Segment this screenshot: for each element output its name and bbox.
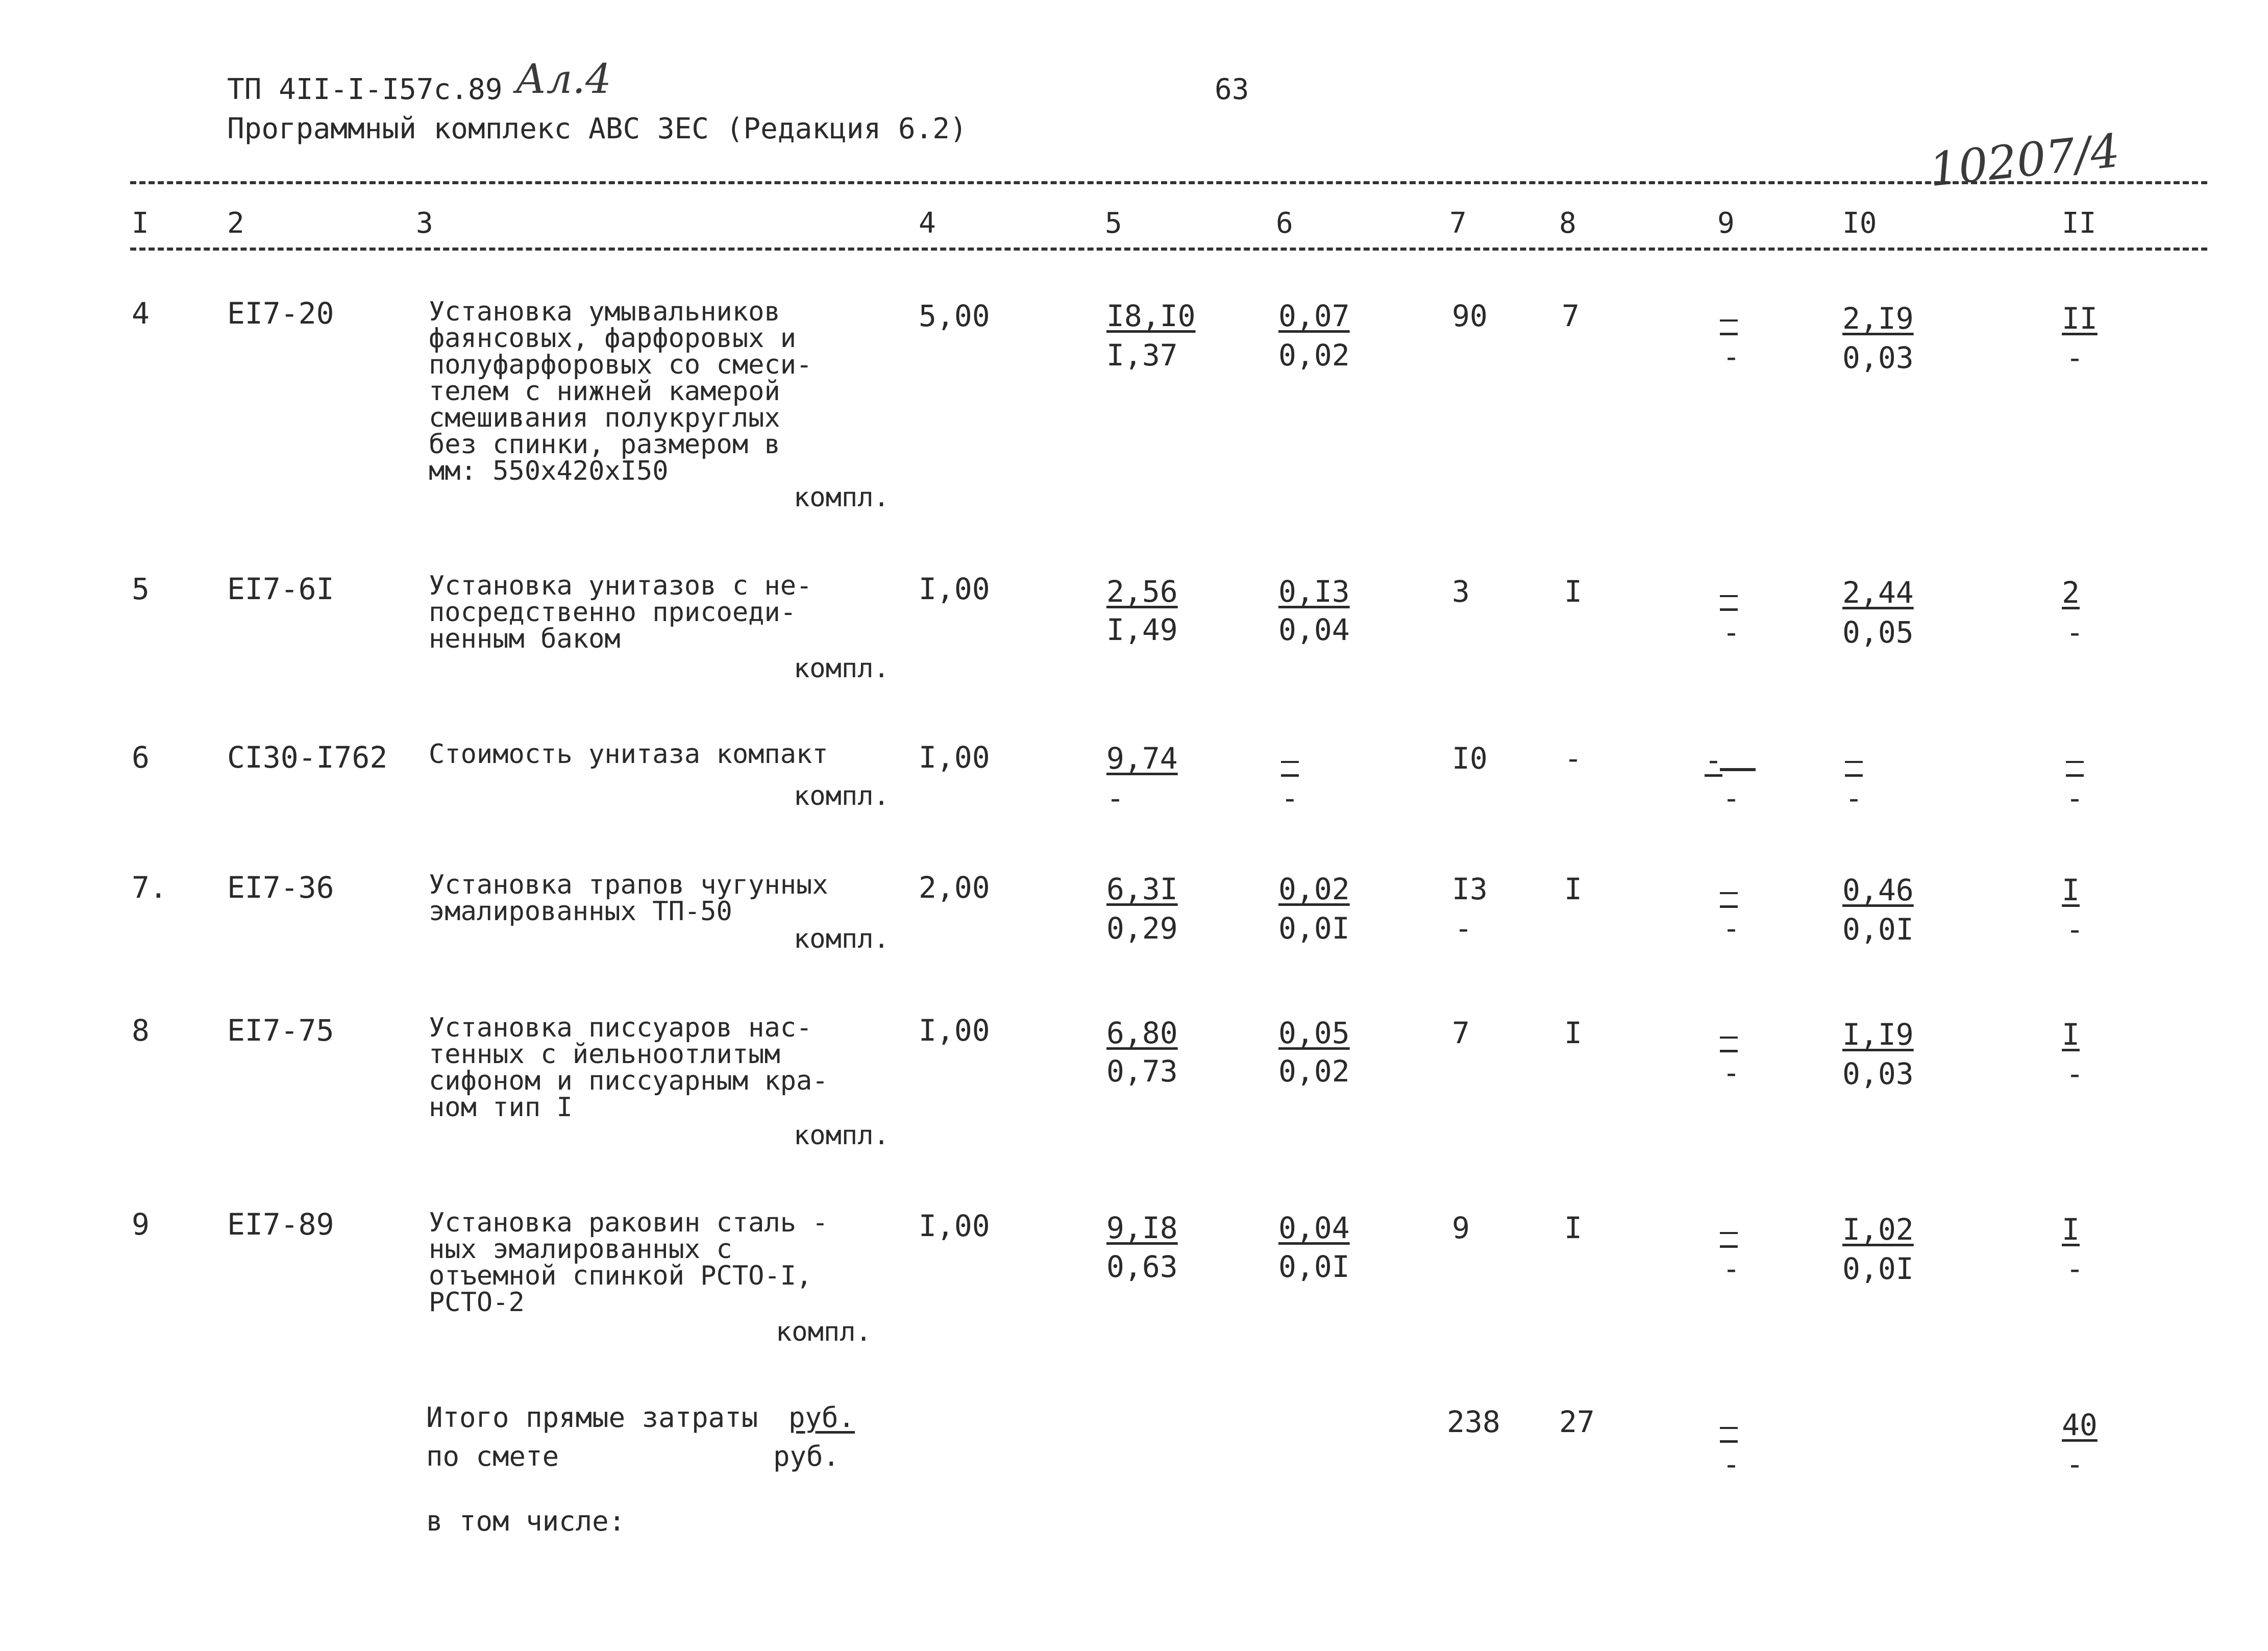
col9-bottom: -: [1722, 1251, 1740, 1286]
col5-bottom: 0,63: [1106, 1249, 1178, 1284]
row-code: EI7-75: [227, 1013, 334, 1048]
col6-top: 0,02: [1278, 872, 1350, 906]
handwritten-note: Ал.4: [515, 55, 611, 103]
col-header-8: 8: [1559, 207, 1576, 240]
col5-top: I8,I0: [1106, 299, 1196, 333]
col10-bottom: -: [1845, 781, 1863, 816]
col10-bottom: 0,03: [1842, 1056, 1914, 1091]
col6-bottom: 0,0I: [1278, 911, 1350, 946]
row-description: Стоимость унитаза компакт: [429, 739, 828, 770]
col-header-9: 9: [1717, 207, 1735, 240]
col-header-7: 7: [1449, 207, 1467, 240]
col5-bottom: I,37: [1106, 338, 1178, 373]
row-quantity: I,00: [919, 1013, 990, 1048]
col5-bottom: 0,73: [1106, 1054, 1178, 1089]
col5-bottom: I,49: [1106, 612, 1178, 647]
row-code: CI30-I762: [227, 740, 388, 775]
col-header-3: 3: [416, 207, 433, 240]
col6-bottom: 0,02: [1278, 1054, 1350, 1089]
col7: I0: [1452, 741, 1488, 776]
col11-top: –: [2066, 743, 2084, 777]
col9-bottom: -: [1722, 339, 1740, 374]
page-number: 63: [1215, 73, 1249, 106]
col11-bottom: -: [2066, 781, 2084, 816]
col9-bottom: -: [1722, 615, 1740, 650]
col9-top: –: [1720, 874, 1738, 908]
estimate-unit: руб.: [773, 1440, 840, 1472]
row-unit: компл.: [794, 1120, 890, 1151]
col11-bottom: -: [2066, 1056, 2084, 1091]
totals-unit: руб.: [788, 1401, 855, 1434]
row-unit: компл.: [794, 482, 890, 513]
col11-bottom: -: [2066, 615, 2084, 650]
row-quantity: I,00: [919, 572, 990, 606]
col-header-2: 2: [227, 207, 244, 240]
col6-bottom: 0,02: [1278, 338, 1350, 373]
row-code: EI7-89: [227, 1207, 334, 1242]
col7: 7: [1452, 1016, 1470, 1050]
col6-top: –: [1281, 743, 1299, 777]
col6-top: 0,I3: [1278, 574, 1350, 609]
col-header-10: I0: [1842, 207, 1877, 240]
row-code: EI7-36: [227, 870, 334, 905]
totals-col11-top: 40: [2062, 1408, 2098, 1442]
totals-col9-bottom: -: [1722, 1447, 1740, 1482]
col9-bottom: -: [1722, 911, 1740, 946]
col5-bottom: -: [1106, 781, 1124, 816]
col7: 90: [1452, 299, 1488, 333]
col9-top: –: [1720, 1018, 1738, 1053]
top-rule: [130, 181, 2207, 184]
col9-bottom: -: [1722, 781, 1740, 816]
col-header-6: 6: [1276, 207, 1293, 240]
col-header-5: 5: [1105, 207, 1122, 240]
col8: I: [1564, 872, 1582, 906]
col-header-4: 4: [919, 207, 936, 240]
col5-top: 6,80: [1106, 1016, 1178, 1050]
col5-top: 6,3I: [1106, 872, 1178, 906]
row-number: 6: [132, 740, 150, 775]
totals-col9-top: –: [1720, 1409, 1738, 1443]
col9-top: –: [1720, 301, 1738, 336]
col9-top: –: [1720, 577, 1738, 611]
col6-top: 0,05: [1278, 1016, 1350, 1050]
col11-bottom: -: [2066, 340, 2084, 375]
totals-col7: 238: [1447, 1404, 1500, 1439]
col11-top: I: [2062, 873, 2080, 907]
col6-top: 0,04: [1278, 1211, 1350, 1245]
row-description: Установка раковин сталь - ных эмалированных с отъемной спинкой РСТО-I, РСТО-2: [429, 1208, 828, 1318]
col10-top: 2,44: [1842, 575, 1914, 610]
col6-bottom: 0,0I: [1278, 1249, 1350, 1284]
row-unit: компл.: [794, 924, 890, 954]
row-unit: компл.: [794, 653, 890, 684]
row-unit: компл.: [794, 781, 890, 811]
col6-top: 0,07: [1278, 299, 1350, 333]
col9-top: –: [1720, 1214, 1738, 1248]
col8: I: [1564, 1016, 1582, 1050]
col-header-11: II: [2062, 207, 2097, 240]
col5-bottom: 0,29: [1106, 911, 1178, 946]
col7-bottom: -: [1455, 911, 1472, 946]
row-unit: компл.: [776, 1317, 872, 1347]
col5-top: 2,56: [1106, 574, 1178, 609]
row-description: Установка унитазов с не- посредственно присоеди- ненным баком: [429, 571, 812, 654]
row-description: Установка писсуаров нас- тенных с йельноотлитым сифоном и писсуарным кра- ном тип I: [429, 1013, 828, 1123]
stamp-number: 10207/4: [1927, 124, 2123, 198]
row-quantity: I,00: [919, 740, 990, 775]
row-number: 4: [132, 296, 150, 331]
program-title: Программный комплекс АВС 3ЕС (Редакция 6.2): [227, 112, 967, 145]
col5-top: 9,74: [1106, 741, 1178, 776]
col11-bottom: -: [2066, 912, 2084, 947]
col10-bottom: 0,05: [1842, 615, 1914, 650]
col11-top: I: [2062, 1017, 2080, 1052]
col11-top: I: [2062, 1212, 2080, 1247]
row-number: 5: [132, 572, 150, 606]
col8: I: [1564, 1211, 1582, 1245]
col8: 7: [1562, 299, 1580, 333]
row-description: Установка трапов чугунных эмалированных ТП-50: [429, 870, 828, 927]
col7: I3: [1452, 872, 1488, 906]
col10-bottom: 0,03: [1842, 340, 1914, 375]
totals-col11-bottom: -: [2066, 1447, 2084, 1482]
row-number: 7.: [132, 870, 167, 905]
col10-top: I,02: [1842, 1212, 1914, 1247]
row-quantity: 2,00: [919, 870, 990, 905]
col8: I: [1564, 574, 1582, 609]
col8: -: [1564, 741, 1582, 776]
row-code: EI7-20: [227, 296, 334, 331]
col10-top: 2,I9: [1842, 301, 1914, 336]
col9-underline: [1720, 768, 1756, 771]
col10-top: 0,46: [1842, 873, 1914, 907]
header-bottom-rule: [130, 248, 2207, 251]
col9-top: -: [1705, 743, 1722, 777]
row-quantity: I,00: [919, 1209, 990, 1243]
including-label: в том числе:: [426, 1505, 626, 1537]
col10-bottom: 0,0I: [1842, 912, 1914, 947]
row-number: 8: [132, 1013, 150, 1048]
totals-label: Итого прямые затраты: [426, 1401, 758, 1434]
totals-col8: 27: [1559, 1404, 1595, 1439]
col10-top: –: [1845, 743, 1863, 777]
col9-bottom: -: [1722, 1055, 1740, 1090]
row-quantity: 5,00: [919, 299, 990, 333]
col7: 3: [1452, 574, 1470, 609]
col11-top: 2: [2062, 575, 2080, 610]
row-code: EI7-6I: [227, 572, 334, 606]
col5-top: 9,I8: [1106, 1211, 1178, 1245]
col-header-1: I: [132, 207, 149, 240]
doc-code: ТП 4II-I-I57с.89: [227, 73, 503, 106]
row-description: Установка умывальников фаянсовых, фарфоровых и полуфарфоровых со смеси- телем с нижней камерой смешивания полукруглых без спинки, размером в мм: 550х420хI50: [429, 297, 812, 486]
col10-top: I,I9: [1842, 1017, 1914, 1052]
row-number: 9: [132, 1207, 150, 1242]
estimate-label: по смете: [426, 1440, 559, 1472]
col11-bottom: -: [2066, 1251, 2084, 1286]
col6-bottom: 0,04: [1278, 612, 1350, 647]
col10-bottom: 0,0I: [1842, 1251, 1914, 1286]
col11-top: II: [2062, 301, 2098, 336]
col6-bottom: -: [1281, 781, 1299, 816]
col7: 9: [1452, 1211, 1470, 1245]
